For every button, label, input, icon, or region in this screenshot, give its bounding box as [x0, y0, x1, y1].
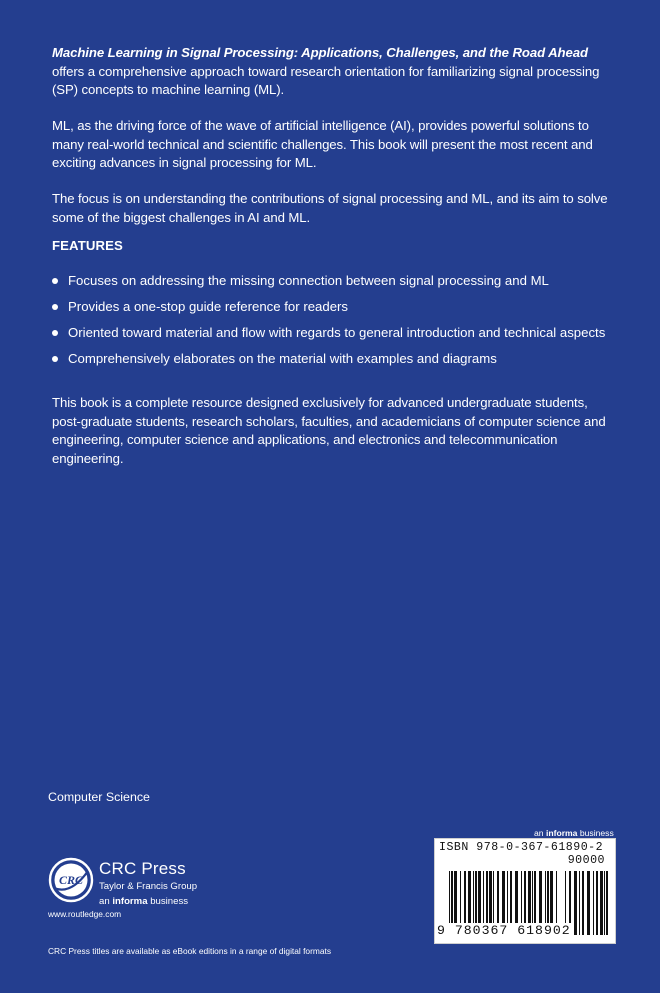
- ean-digits: 9 780367 618902: [437, 923, 571, 938]
- barcode-bar: [539, 871, 542, 929]
- crc-logo-text: CRC: [58, 873, 84, 887]
- feature-item: [52, 298, 612, 324]
- ebook-note: CRC Press titles are available as eBook editions in a range of digital formats: [48, 946, 332, 956]
- publisher-business-line: [99, 896, 188, 907]
- barcode-bar: [528, 871, 531, 929]
- feature-text: Focuses on addressing the missing connection between signal processing and ML: [68, 273, 549, 288]
- feature-text: Oriented toward material and flow with regards to general introduction and technical aspects: [68, 325, 606, 340]
- barcode-bar: [483, 871, 484, 929]
- barcode-bar: [502, 871, 505, 929]
- barcode-bar: [596, 871, 598, 935]
- barcode-bars-addon: [565, 871, 609, 935]
- barcode-bar: [475, 871, 477, 929]
- barcode-bar: [515, 871, 518, 929]
- informa-prefix: an: [534, 828, 546, 838]
- barcode-bar: [507, 871, 508, 929]
- informa-suffix: business: [577, 828, 614, 838]
- informa-bold: informa: [545, 828, 578, 838]
- barcode-bar: [497, 871, 499, 929]
- publisher-url: www.routledge.com: [48, 909, 122, 919]
- isbn-number: ISBN 978-0-367-61890-2: [439, 841, 604, 854]
- features-list: [52, 272, 612, 376]
- barcode-bar: [593, 871, 594, 935]
- feature-text: Provides a one-stop guide reference for readers: [68, 299, 349, 314]
- barcode-bar: [606, 871, 608, 935]
- barcode-bar: [464, 871, 466, 929]
- bullet-icon: [52, 356, 58, 362]
- description-paragraph-1-text: offers a comprehensive approach toward research orientation for familiarizing signal processing (SP) concepts to machine learning (ML).: [52, 63, 600, 98]
- barcode-bar: [454, 871, 457, 929]
- barcode-bar: [556, 871, 557, 929]
- informa-business-tag: [534, 828, 614, 838]
- feature-item: [52, 272, 612, 298]
- description-paragraph-3: The focus is on understanding the contributions of signal processing and ML, and its aim to solve some of the biggest challenges in AI and ML.: [52, 191, 608, 225]
- barcode-bar: [547, 871, 549, 929]
- barcode-bar: [532, 871, 533, 929]
- description-paragraph-2: ML, as the driving force of the wave of artificial intelligence (AI), provides powerful solutions to many real-world technical and scientific challenges. This book will present the most recent and exciting advances in signal processing for ML.: [52, 118, 593, 171]
- barcode-bar: [486, 871, 488, 929]
- publisher-group: Taylor & Francis Group: [99, 881, 198, 892]
- subject-category: Computer Science: [48, 790, 150, 804]
- barcode-bar: [534, 871, 536, 929]
- business-prefix: an: [99, 896, 113, 907]
- barcode-bar: [451, 871, 453, 929]
- barcode-bar: [473, 871, 474, 929]
- features-heading: FEATURES: [52, 238, 123, 253]
- audience-paragraph: This book is a complete resource designed exclusively for advanced undergraduate students, post-graduate students, research scholars, faculties, and academicians of computer science and engineering, computer science and applications, and electronics and telecommunication engineering.: [52, 395, 606, 466]
- barcode-bar: [545, 871, 546, 929]
- business-bold: informa: [112, 896, 148, 907]
- barcode-bar: [550, 871, 553, 929]
- barcode-bar: [582, 871, 584, 935]
- book-title: Machine Learning in Signal Processing: Applications, Challenges, and the Road Ahead: [52, 45, 588, 60]
- barcode-bar: [524, 871, 526, 929]
- barcode-bar: [521, 871, 522, 929]
- crc-press-logo-icon: [48, 857, 94, 903]
- barcode-bar: [489, 871, 492, 929]
- isbn-barcode: [434, 838, 616, 944]
- barcode-bar: [449, 871, 450, 929]
- feature-item: [52, 350, 612, 376]
- bullet-icon: [52, 330, 58, 336]
- barcode-bar: [493, 871, 494, 929]
- feature-item: [52, 324, 612, 350]
- publisher-name: CRC Press: [99, 859, 186, 878]
- barcode-bar: [587, 871, 590, 935]
- barcode-bar: [468, 871, 471, 929]
- barcode-bar: [478, 871, 481, 929]
- barcode-bar: [510, 871, 512, 929]
- barcode-bar: [460, 871, 461, 929]
- price-code: 90000: [567, 854, 605, 867]
- barcode-bar: [604, 871, 605, 935]
- description-paragraph-1: [52, 44, 612, 100]
- barcode-bar: [574, 871, 577, 935]
- barcode-bar: [579, 871, 580, 935]
- bullet-icon: [52, 304, 58, 310]
- barcode-bar: [600, 871, 603, 935]
- feature-text: Comprehensively elaborates on the material with examples and diagrams: [68, 351, 497, 366]
- business-suffix: business: [147, 896, 189, 907]
- bullet-icon: [52, 278, 58, 284]
